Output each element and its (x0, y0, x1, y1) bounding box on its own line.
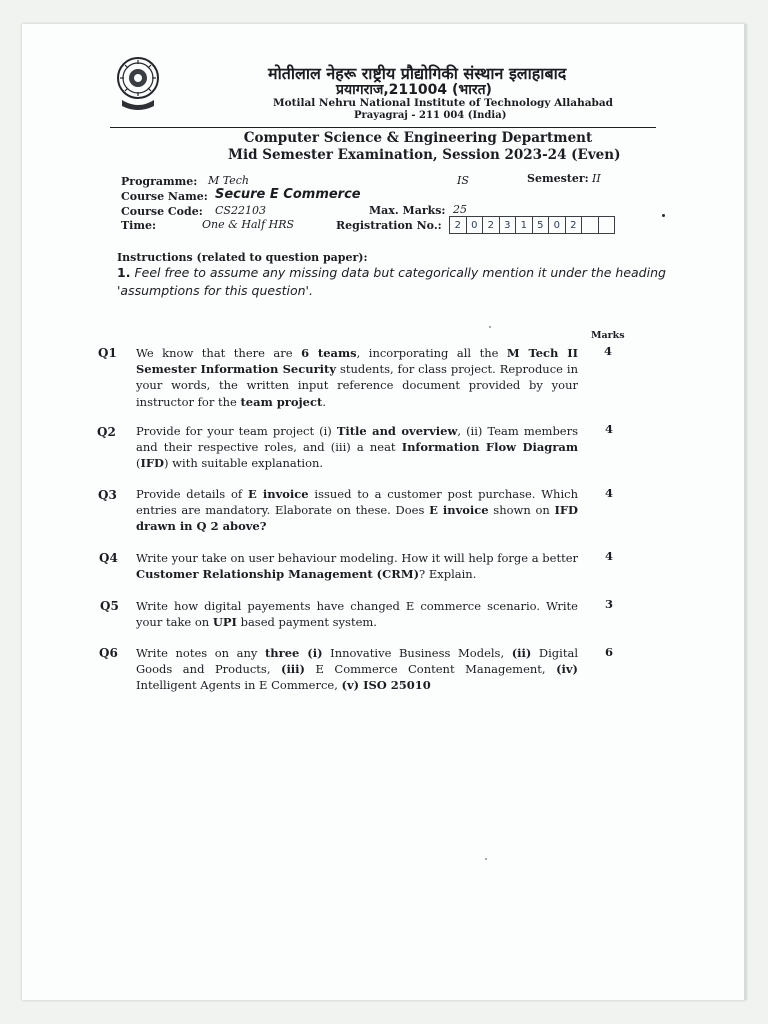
question-text-segment: , (ii) Team members and their respective roles, and (iii) a neat (136, 424, 579, 455)
instruction-item (117, 264, 677, 300)
question-text-segment: Provide for your team project (i) (136, 424, 337, 438)
max-marks-label: Max. Marks: (369, 204, 446, 217)
question-text (136, 550, 578, 582)
question-text-segment: issued to a customer post purchase. Which entries are mandatory. Elaborate on these. Does (136, 487, 578, 518)
max-marks-value: 25 (453, 203, 467, 216)
institute-name-hindi: मोतीलाल नेहरू राष्ट्रीय प्रौद्योगिकी संस्थान इलाहाबाद (268, 64, 567, 83)
programme-label: Programme: (121, 175, 198, 188)
institute-address-hindi: प्रयागराज,211004 (भारत) (336, 82, 492, 98)
question-text-emphasis: E invoice (247, 487, 309, 501)
instruction-number: 1. (117, 265, 131, 280)
question-text-segment: Digital Goods and Products, (136, 646, 579, 677)
registration-digit (599, 217, 615, 233)
question-marks: 4 (605, 422, 614, 436)
question-text-emphasis: (iii) (281, 662, 305, 677)
question-text-segment: Provide details of (136, 487, 248, 501)
time-value: One & Half HRS (202, 218, 295, 231)
question-text-segment: , incorporating all the (356, 346, 507, 360)
branch-value: IS (457, 174, 469, 187)
paper-edge-shadow (744, 24, 747, 1000)
registration-digit: 2 (566, 217, 583, 233)
registration-digit: 0 (549, 217, 566, 233)
question-text-segment: We know that there are (136, 346, 302, 360)
programme-value: M Tech (208, 174, 249, 187)
course-code-label: Course Code: (121, 205, 203, 218)
semester-label: Semester: (527, 172, 589, 185)
question-text-segment: E Commerce Content Management, (305, 662, 557, 677)
question-text-emphasis: M Tech II Semester Information Security (136, 346, 578, 377)
semester-value: II (592, 172, 601, 185)
exam-title: Mid Semester Examination, Session 2023-24 (Even) (228, 147, 621, 163)
question-text-emphasis: (ii) (511, 646, 532, 660)
course-name-value: Secure E Commerce (215, 187, 361, 202)
question-text-emphasis: (iv) (556, 662, 578, 677)
question-text-segment: shown on (488, 503, 555, 518)
course-name-label: Course Name: (121, 190, 208, 203)
question-number: Q1 (98, 346, 117, 360)
question-marks: 3 (605, 597, 614, 611)
question-number: Q6 (99, 646, 118, 660)
question-text-emphasis: E invoice (429, 503, 489, 518)
registration-digit: 1 (516, 217, 533, 233)
question-number: Q5 (100, 599, 119, 613)
question-text-emphasis: (v) ISO 25010 (341, 678, 431, 693)
paper-speck (489, 326, 491, 328)
institute-address: Prayagraj - 211 004 (India) (354, 110, 507, 121)
question-text-emphasis: 6 teams (301, 346, 357, 360)
institute-logo-emblem (114, 56, 162, 112)
question-text-segment: Write how digital payements have changed E commerce scenario. Write your take on (136, 599, 578, 630)
question-text-segment: Write your take on user behaviour modeling. How it will help forge a better (136, 551, 578, 565)
question-text-emphasis: IFD drawn in Q 2 above? (136, 503, 579, 534)
question-text (136, 598, 578, 630)
question-text-segment: ( (136, 456, 141, 471)
question-text (136, 345, 578, 410)
question-marks: 4 (604, 344, 613, 358)
question-text-segment: ? Explain. (419, 567, 477, 582)
question-marks: 6 (605, 645, 614, 659)
question-text-emphasis: Information Flow Diagram (401, 440, 578, 455)
registration-number-boxes[interactable] (449, 216, 615, 234)
ink-dot (662, 214, 665, 217)
question-text-segment: Write notes on any (136, 646, 265, 660)
question-number: Q2 (97, 425, 116, 439)
instructions-heading: Instructions (related to question paper): (117, 251, 368, 264)
registration-digit: 0 (467, 217, 484, 233)
question-text-emphasis: Customer Relationship Management (CRM) (136, 567, 420, 582)
registration-digit: 3 (500, 217, 517, 233)
question-text-emphasis: Title and overview (336, 424, 458, 438)
institute-name: Motilal Nehru National Institute of Technology Allahabad (273, 97, 613, 109)
question-text-segment: based payment system. (236, 615, 377, 630)
question-text-emphasis: UPI (212, 615, 237, 630)
registration-digit: 2 (483, 217, 500, 233)
header-divider (110, 127, 656, 128)
question-text-segment: . (322, 394, 326, 409)
registration-digit: 2 (450, 217, 467, 233)
question-text (136, 486, 578, 535)
paper-speck (485, 858, 487, 860)
question-marks: 4 (605, 486, 614, 500)
question-text-segment: students, for class project. Reproduce in your words, the written input reference document provided by your instructor for the (136, 362, 578, 409)
question-text-segment: Innovative Business Models, (322, 646, 512, 660)
marks-column-heading: Marks (591, 330, 625, 341)
instruction-text: Feel free to assume any missing data but categorically mention it under the heading 'assumptions for this question'. (117, 265, 666, 298)
question-text-emphasis: team project (240, 394, 323, 409)
question-marks: 4 (605, 549, 614, 563)
question-number: Q4 (99, 551, 118, 565)
course-code-value: CS22103 (215, 204, 266, 217)
question-number: Q3 (98, 488, 117, 502)
question-text (136, 645, 578, 694)
question-text-emphasis: IFD (140, 456, 165, 471)
time-label: Time: (121, 219, 157, 232)
department-title: Computer Science & Engineering Department (243, 130, 593, 146)
question-text-emphasis: three (i) (265, 646, 323, 660)
registration-digit (582, 217, 599, 233)
registration-digit: 5 (533, 217, 550, 233)
registration-label: Registration No.: (336, 219, 442, 232)
question-text-segment: Intelligent Agents in E Commerce, (136, 678, 342, 693)
question-text-segment: ) with suitable explanation. (164, 456, 324, 471)
question-text (136, 423, 578, 472)
